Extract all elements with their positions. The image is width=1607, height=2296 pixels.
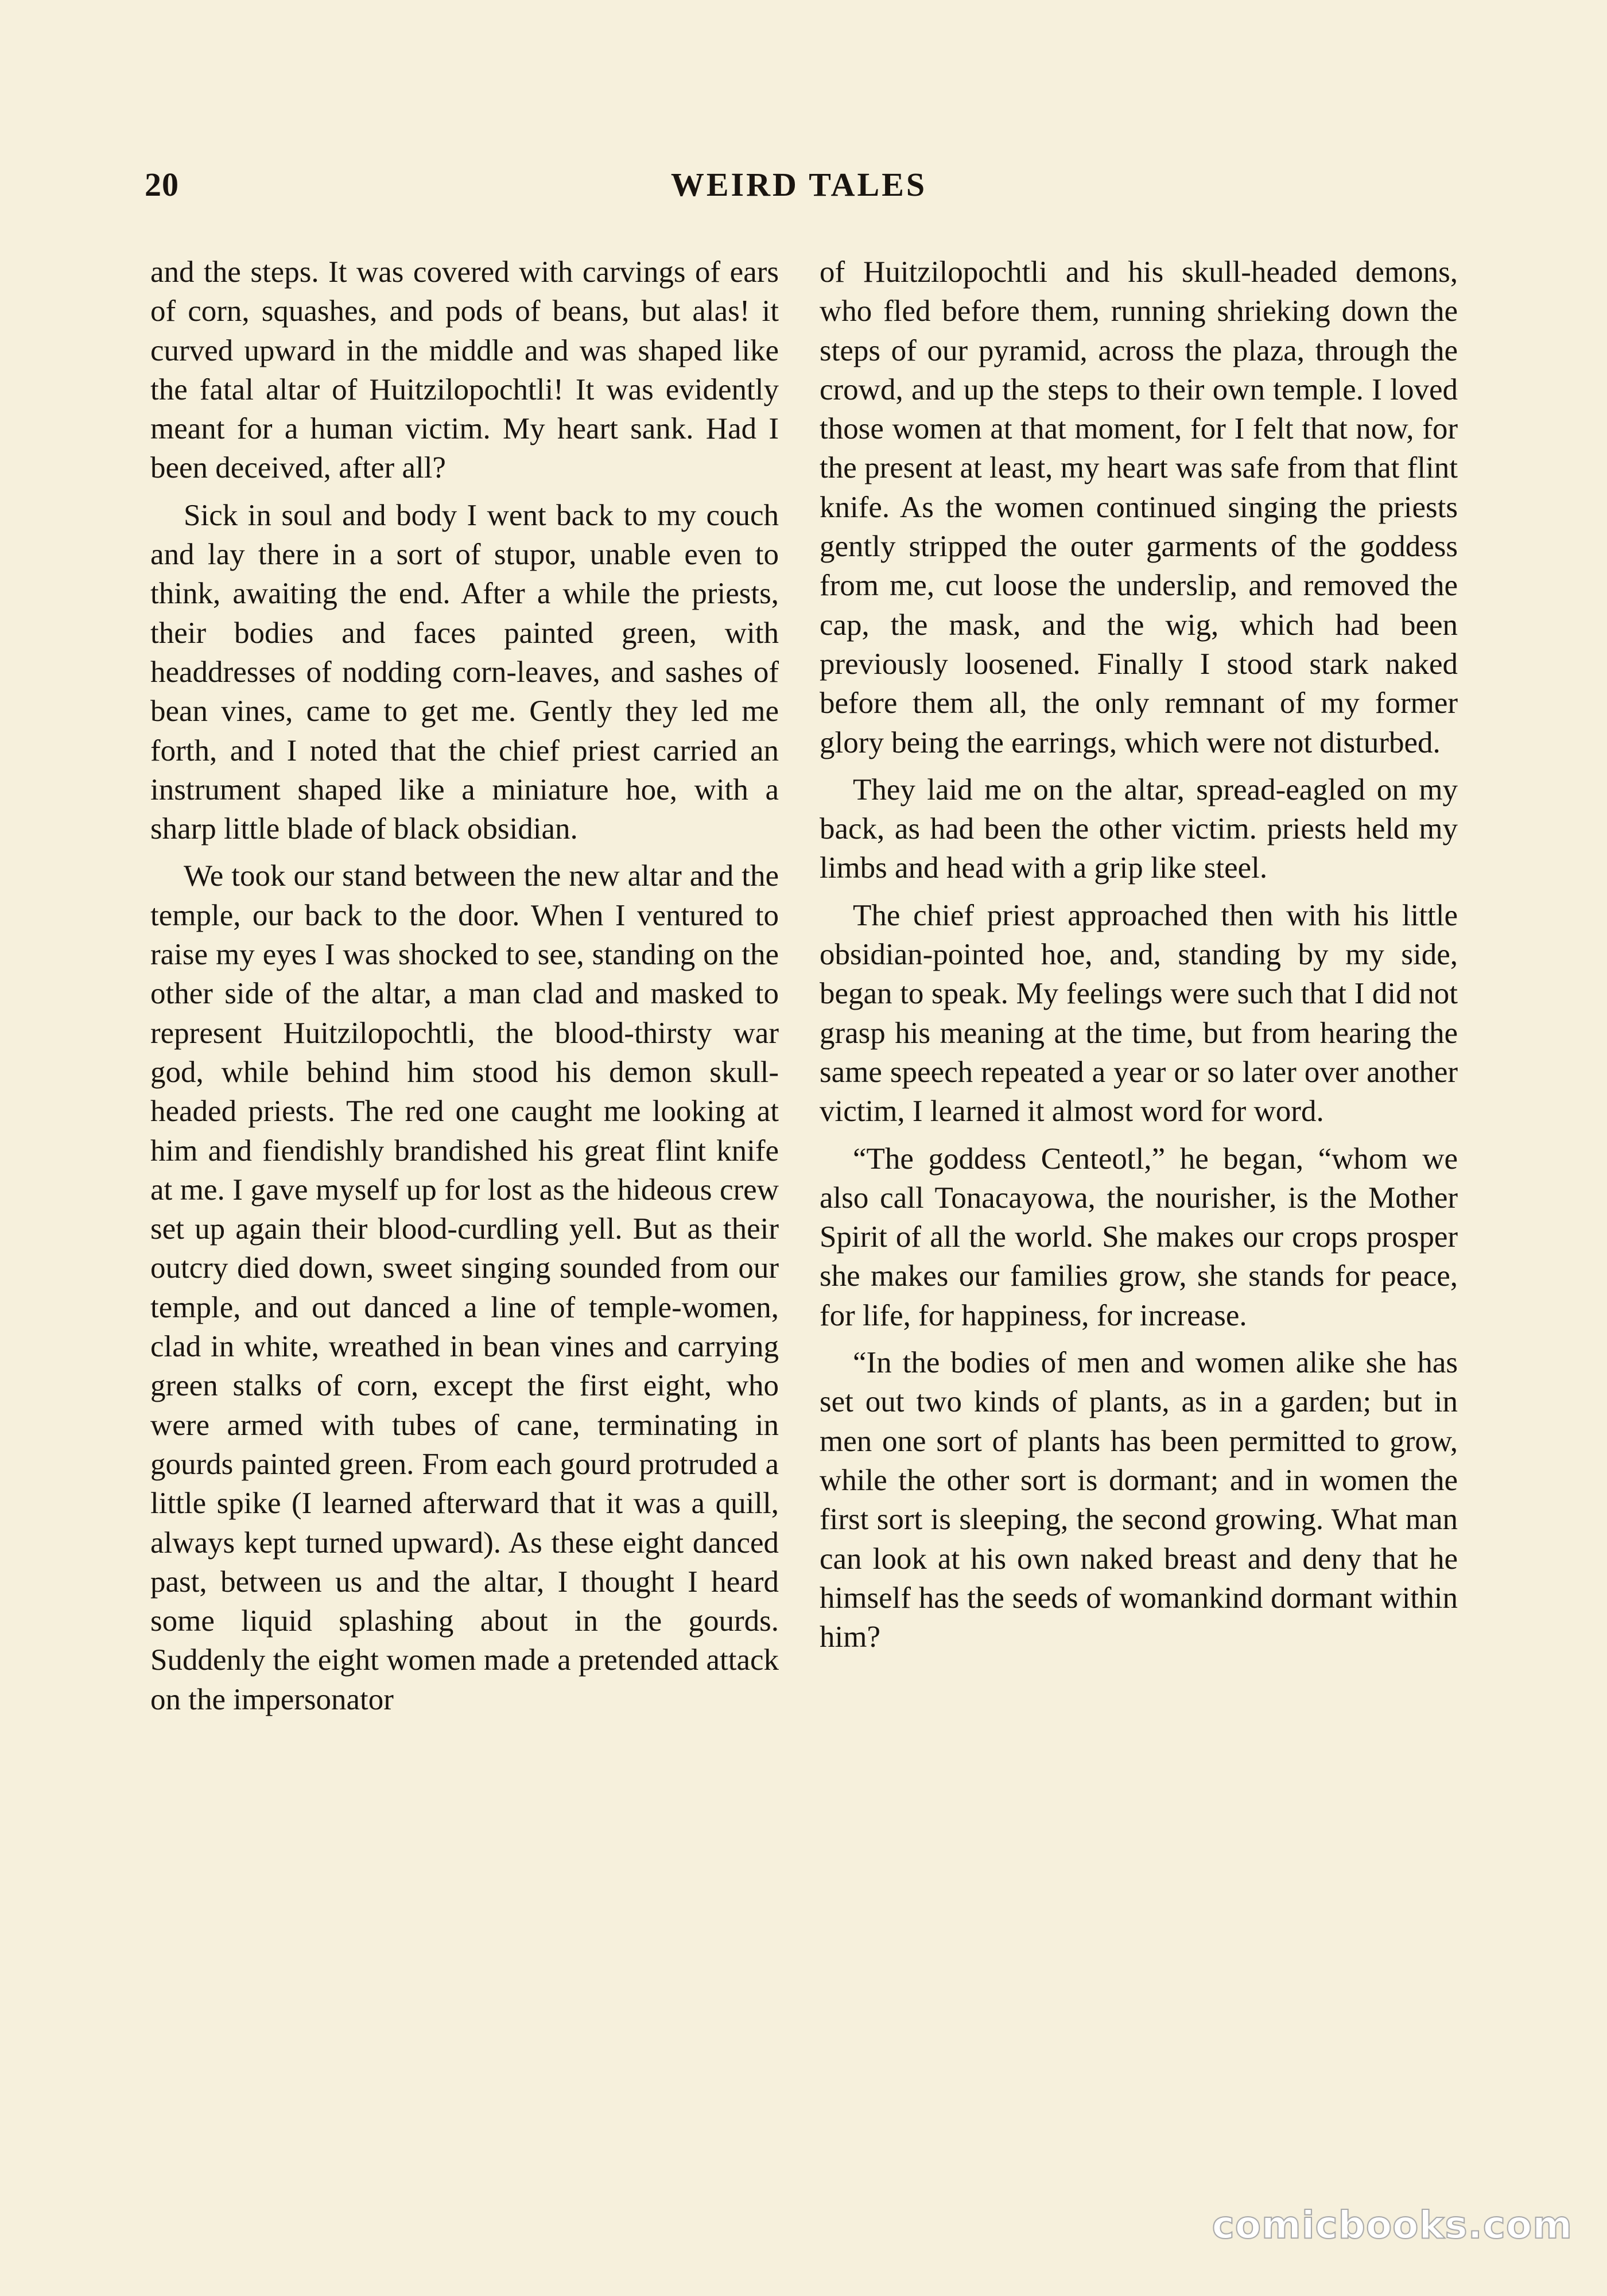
paragraph: “In the bodies of men and women alike she has set out two kinds of plants, as in a garden; but in men one sort of plants has been permitted to grow, while the other sort is dormant; and in women the first sort is sleeping, the second growing. What man can look at his own naked breast and deny that he himself has the seeds of womankind dormant within him?: [820, 1346, 1458, 1654]
paragraph: of Huitzilopochtli and his skull-headed demons, who fled before them, running shrieking down the steps of our pyramid, across the plaza, through the crowd, and up the steps to their own temple. I loved those women at that moment, for I felt that now, for the present at least, my heart was safe from that flint knife. As the women continued singing the priests gently stripped the outer garments of the goddess from me, cut loose the underslip, and removed the cap, the mask, and the wig, which had been previously loosened. Finally I stood stark naked before them all, the only remnant of my former glory being the earrings, which were not disturbed.: [820, 255, 1458, 759]
paragraph: and the steps. It was covered with carvings of ears of corn, squashes, and pods of beans, but alas! it curved upward in the middle and was shaped like the fatal altar of Huitzilopochtli! It was evidently meant for a human victim. My heart sank. Had I been deceived, after all?: [150, 255, 779, 485]
right-column: [820, 253, 1458, 1665]
left-column: [150, 253, 779, 1727]
page-number: 20: [145, 166, 179, 203]
paragraph: Sick in soul and body I went back to my couch and lay there in a sort of stupor, unable even to think, awaiting the end. After a while the priests, their bodies and faces painted green, with headdresses of nodding corn-leaves, and sashes of bean vines, came to get me. Gently they led me forth, and I noted that the chief priest carried an instrument shaped like a miniature hoe, with a sharp little blade of black obsidian.: [150, 498, 779, 846]
running-title: WEIRD TALES: [670, 166, 927, 203]
paragraph: “The goddess Centeotl,” he began, “whom we also call Tonacayowa, the nourisher, is the Mother Spirit of all the world. She makes our crops prosper she makes our families grow, she stands for peace, for life, for happiness, for increase.: [820, 1142, 1458, 1332]
paragraph: They laid me on the altar, spread-eagled on my back, as had been the other victim. priests held my limbs and head with a grip like steel.: [820, 773, 1458, 885]
paragraph: We took our stand between the new altar and the temple, our back to the door. When I ventured to raise my eyes I was shocked to see, standing on the other side of the altar, a man clad and masked to represent Huitzilopochtli, the blood-thirsty war god, while behind him stood his demon skull-headed priests. The red one caught me looking at him and fiendishly brandished his great flint knife at me. I gave myself up for lost as the hideous crew set up again their blood-curdling yell. But as their outcry died down, sweet singing sounded from our temple, and out danced a line of temple-women, clad in white, wreathed in bean vines and carrying green stalks of corn, except the first eight, who were armed with tubes of cane, terminating in gourds painted green. From each gourd protruded a little spike (I learned afterward that it was a quill, always kept turned upward). As these eight danced past, between us and the altar, I thought I heard some liquid splashing about in the gourds. Suddenly the eight women made a pretended attack on the impersonator: [150, 859, 779, 1716]
page-header: [145, 165, 1453, 211]
paragraph: The chief priest approached then with his little obsidian-pointed hoe, and, standing by my side, began to speak. My feelings were such that I did not grasp his meaning at the time, but from hearing the same speech repeated a year or so later over another victim, I learned it almost word for word.: [820, 898, 1458, 1128]
site-watermark: comicbooks.com: [1212, 2203, 1573, 2247]
